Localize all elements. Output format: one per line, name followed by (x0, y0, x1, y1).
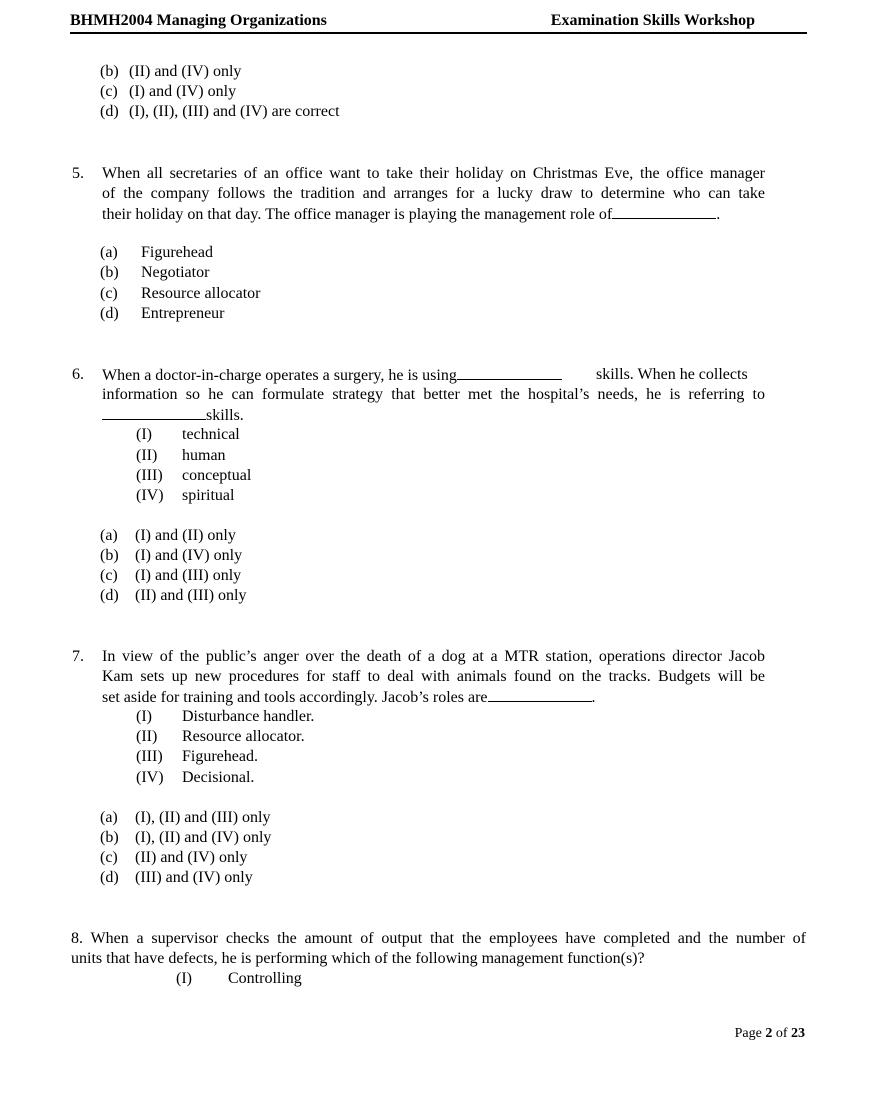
q6-line-2: information so he can formulate strategy that better met the hospital’s needs, he is referring to (102, 386, 765, 403)
q8-line-2: units that have defects, he is performing which of the following management function(s)? (71, 950, 645, 967)
q7-line-2: Kam sets up new procedures for staff to deal with animals found on the tracks. Budgets will be (102, 668, 765, 685)
q7-item-4: (IV) Decisional. (136, 769, 255, 786)
q6-item-3: (III) conceptual (136, 467, 252, 484)
q5-option-d: (d) Entrepreneur (100, 305, 225, 322)
q7-line-3: set aside for training and tools accordingly. Jacob’s roles are . (102, 689, 596, 706)
page-total: 23 (791, 1026, 805, 1041)
q8-item-1: (I) Controlling (176, 970, 302, 987)
q6-number: 6. (72, 366, 84, 383)
option-d: (d) (I), (II), (III) and (IV) are correct (100, 103, 340, 120)
q5-option-c: (c) Resource allocator (100, 285, 261, 302)
q5-line-2: of the company follows the tradition and arranges for a lucky draw to determine who can take (102, 185, 765, 202)
page-footer: Page 2 of 23 (734, 1026, 805, 1041)
q6-item-4: (IV) spiritual (136, 487, 235, 504)
q6-item-1: (I) technical (136, 426, 240, 443)
q6-line-3: skills. (102, 405, 244, 426)
q5-option-a: (a) Figurehead (100, 244, 213, 261)
q7-item-2: (II) Resource allocator. (136, 728, 305, 745)
q7-number: 7. (72, 648, 84, 665)
q6-item-2: (II) human (136, 447, 226, 464)
q7-option-c: (c) (II) and (IV) only (100, 849, 248, 866)
q6-option-c: (c) (I) and (III) only (100, 567, 242, 584)
page-header (70, 12, 807, 34)
q6-option-d: (d) (II) and (III) only (100, 587, 247, 604)
q7-option-b: (b) (I), (II) and (IV) only (100, 829, 272, 846)
q6-line-1a: When a doctor-in-charge operates a surgery, he is using (102, 365, 562, 386)
q7-item-1: (I) Disturbance handler. (136, 708, 315, 725)
option-c: (c) (I) and (IV) only (100, 83, 237, 100)
workshop-title: Examination Skills Workshop (550, 12, 755, 29)
q8-line-1: 8. When a supervisor checks the amount of output that the employees have completed and the number of (71, 930, 806, 947)
q7-item-3: (III) Figurehead. (136, 748, 258, 765)
q7-line-1: In view of the public’s anger over the death of a dog at a MTR station, operations director Jacob (102, 648, 765, 665)
q6-option-a: (a) (I) and (II) only (100, 527, 236, 544)
q7-option-a: (a) (I), (II) and (III) only (100, 809, 271, 826)
q7-option-d: (d) (III) and (IV) only (100, 869, 253, 886)
q5-option-b: (b) Negotiator (100, 264, 210, 281)
q6-line-1b: skills. When he collects (596, 366, 748, 383)
q5-number: 5. (72, 165, 84, 182)
option-b: (b) (II) and (IV) only (100, 63, 242, 80)
q5-line-1: When all secretaries of an office want to take their holiday on Christmas Eve, the office manager (102, 165, 765, 182)
course-title: BHMH2004 Managing Organizations (70, 12, 327, 29)
q6-option-b: (b) (I) and (IV) only (100, 547, 243, 564)
q5-line-3: their holiday on that day. The office manager is playing the management role of . (102, 206, 721, 223)
page-number: 2 (765, 1026, 773, 1041)
